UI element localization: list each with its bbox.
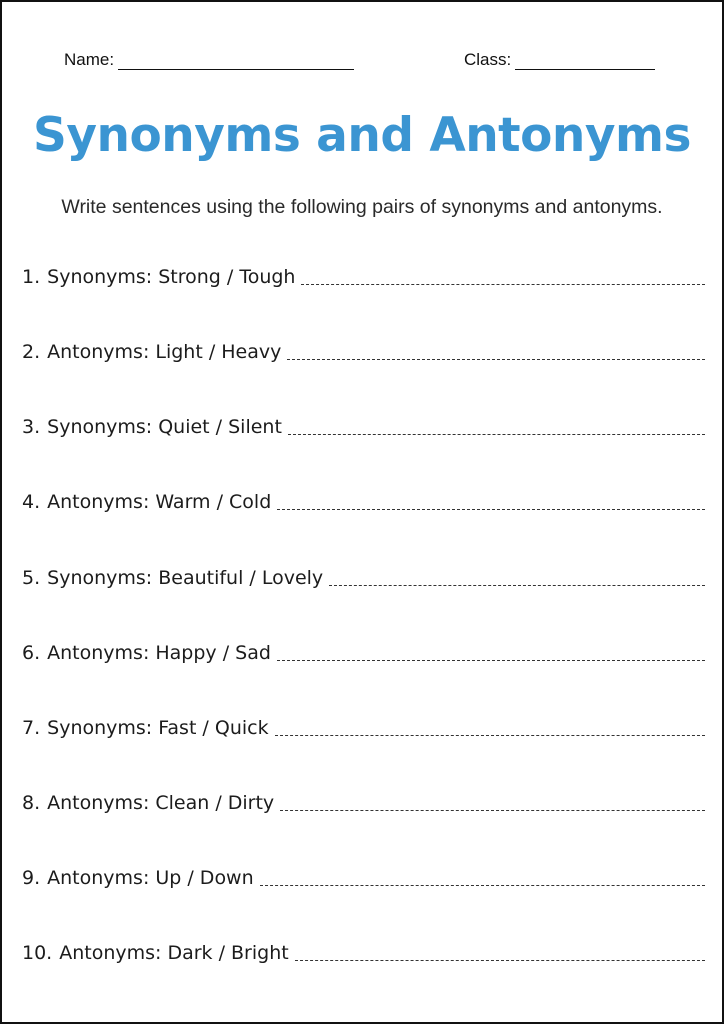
item-kind: Synonyms:: [47, 567, 153, 589]
exercise-item: [22, 491, 705, 513]
item-pair: Light / Heavy: [155, 341, 282, 363]
item-pair: Clean / Dirty: [155, 792, 275, 814]
answer-line[interactable]: [280, 809, 705, 811]
exercise-item: [22, 942, 705, 964]
item-number: 5.: [22, 567, 41, 589]
exercise-item: [22, 792, 705, 814]
exercise-item: [22, 266, 705, 288]
answer-line[interactable]: [301, 283, 705, 285]
exercise-item: [22, 567, 705, 589]
item-pair: Happy / Sad: [155, 642, 271, 664]
item-kind: Synonyms:: [47, 717, 153, 739]
answer-line[interactable]: [277, 659, 705, 661]
exercise-item: [22, 717, 705, 739]
item-kind: Antonyms:: [59, 942, 162, 964]
exercise-item: [22, 642, 705, 664]
name-label: Name:: [64, 50, 115, 69]
item-kind: Antonyms:: [47, 867, 150, 889]
class-label: Class:: [464, 50, 512, 69]
item-pair: Warm / Cold: [155, 491, 272, 513]
item-number: 6.: [22, 642, 41, 664]
item-pair: Strong / Tough: [158, 266, 296, 288]
item-number: 2.: [22, 341, 41, 363]
name-field: [64, 49, 354, 70]
answer-line[interactable]: [275, 734, 705, 736]
exercise-item: [22, 416, 705, 438]
item-kind: Synonyms:: [47, 416, 153, 438]
instructions: Write sentences using the following pairs of synonyms and antonyms.: [61, 196, 663, 218]
exercise-item: [22, 341, 705, 363]
answer-line[interactable]: [277, 508, 705, 510]
item-pair: Up / Down: [155, 867, 254, 889]
item-kind: Antonyms:: [47, 792, 150, 814]
answer-line[interactable]: [288, 433, 705, 435]
item-number: 4.: [22, 491, 41, 513]
item-number: 7.: [22, 717, 41, 739]
item-number: 9.: [22, 867, 41, 889]
item-number: 1.: [22, 266, 41, 288]
item-pair: Dark / Bright: [167, 942, 289, 964]
item-number: 10.: [22, 942, 53, 964]
item-pair: Quiet / Silent: [158, 416, 282, 438]
item-pair: Beautiful / Lovely: [158, 567, 324, 589]
item-kind: Antonyms:: [47, 491, 150, 513]
exercise-item: [22, 867, 705, 889]
item-number: 3.: [22, 416, 41, 438]
answer-line[interactable]: [287, 358, 705, 360]
item-kind: Antonyms:: [47, 341, 150, 363]
class-field: [464, 49, 655, 70]
name-blank[interactable]: [118, 49, 354, 70]
worksheet-title: Synonyms and Antonyms: [33, 108, 691, 163]
class-blank[interactable]: [515, 49, 655, 70]
answer-line[interactable]: [260, 884, 705, 886]
item-kind: Antonyms:: [47, 642, 150, 664]
item-kind: Synonyms:: [47, 266, 153, 288]
item-number: 8.: [22, 792, 41, 814]
answer-line[interactable]: [295, 959, 705, 961]
answer-line[interactable]: [329, 584, 705, 586]
item-pair: Fast / Quick: [158, 717, 269, 739]
